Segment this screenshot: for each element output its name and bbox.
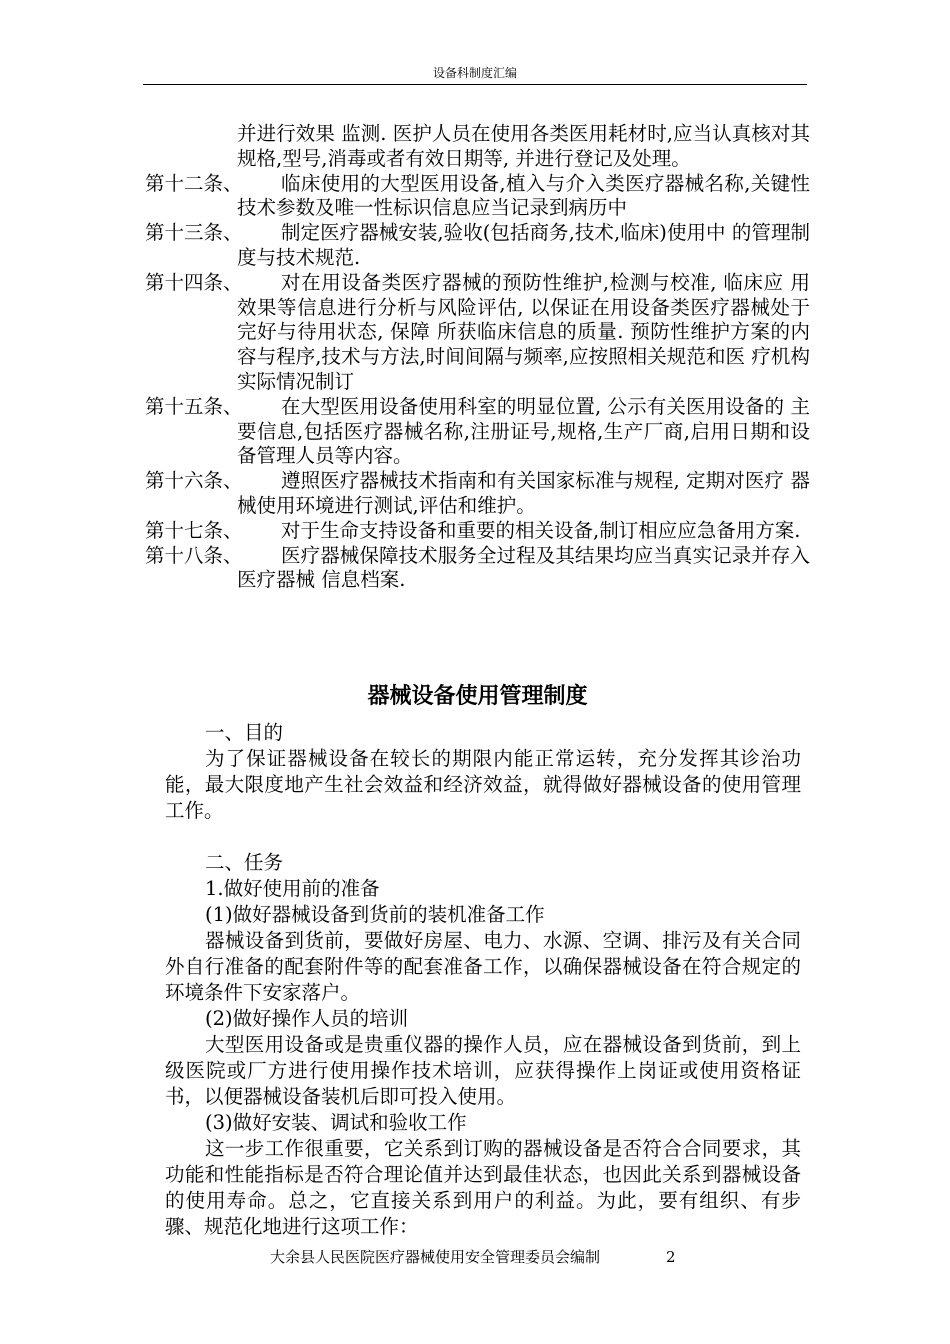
article-12 (145, 172, 810, 222)
spacer (165, 824, 801, 850)
purpose-heading: 一、目的 (205, 721, 284, 744)
sub-1-text: 器械设备到货前，要做好房屋、电力、水源、空调、排污及有关合同外自行准备的配套附件等的配套准备工作，以确保器械设备在符合规定的环境条件下安家落户。 (165, 929, 801, 1004)
article-text: 对在用设备类医疗器械的预防性维护,检测与校准, 临床应 用效果等信息进行分析与风险评估, 以保证在用设备类医疗器械处于完好与待用状态, 保障 所获临床信息的质量. 预防性维护方案的内容与程序,技术与方法,时间间隔与频率,应按照相关规范和医 疗机构实际情况制订 (237, 270, 810, 393)
header-divider (143, 84, 807, 85)
article-text: 遵照医疗器械技术指南和有关国家标准与规程, 定期对医疗 器械使用环境进行测试,评估和维护。 (237, 469, 810, 517)
article-list (145, 122, 810, 593)
sub-2-heading: (2)做好操作人员的培训 (205, 1007, 409, 1030)
sub-1-heading: (1)做好器械设备到货前的装机准备工作 (205, 903, 545, 926)
article-text: 制定医疗器械安装,验收(包括商务,技术,临床)使用中 的管理制度与技术规范. (237, 221, 810, 269)
article-text: 在大型医用设备使用科室的明显位置, 公示有关医用设备的 主要信息,包括医疗器械名称,注册证号,规格,生产厂商,启用日期和设备管理人员等内容。 (237, 394, 810, 468)
sub-3-text: 这一步工作很重要，它关系到订购的器械设备是否符合合同要求，其功能和性能指标是否符合理论值并达到最佳状态，也因此关系到器械设备的使用寿命。总之，它直接关系到用户的利益。为此，要有组织、有步骤、规范化地进行这项工作： (165, 1137, 801, 1238)
purpose-text: 为了保证器械设备在较长的期限内能正常运转，充分发挥其诊治功能，最大限度地产生社会效益和经济效益，就得做好器械设备的使用管理工作。 (165, 747, 801, 822)
section-body (165, 720, 801, 1240)
sub-3-heading: (3)做好安装、调试和验收工作 (205, 1111, 467, 1134)
section-title: 器械设备使用管理制度 (367, 684, 588, 709)
article-13 (145, 221, 810, 271)
article-continuation (145, 122, 810, 172)
article-18 (145, 544, 810, 594)
sub-2-text: 大型医用设备或是贵重仪器的操作人员，应在器械设备到货前，到上级医院或厂方进行使用操作技术培训，应获得操作上岗证或使用资格证书，以便器械设备装机后即可投入使用。 (165, 1033, 801, 1108)
item-1-heading: 1.做好使用前的准备 (205, 877, 380, 900)
article-label: 第十三条、 (145, 221, 243, 245)
article-text: 并进行效果 监测. 医护人员在使用各类医用耗材时,应当认真核对其规格,型号,消毒或者有效日期等, 并进行登记及处理。 (237, 122, 810, 170)
article-15 (145, 395, 810, 469)
page-header: 设备科制度汇编 (432, 66, 517, 80)
article-label: 第十七条、 (145, 518, 243, 542)
article-label: 第十二条、 (145, 171, 243, 195)
article-label: 第十五条、 (145, 394, 243, 418)
article-label: 第十六条、 (145, 469, 243, 493)
article-label: 第十八条、 (145, 543, 243, 567)
article-text: 医疗器械保障技术服务全过程及其结果均应当真实记录并存入医疗器械 信息档案. (237, 543, 810, 592)
article-17 (145, 519, 810, 544)
article-label: 第十四条、 (145, 270, 243, 294)
article-text: 对于生命支持设备和重要的相关设备,制订相应应急备用方案. (281, 518, 801, 542)
article-text: 临床使用的大型医用设备,植入与介入类医疗器械名称,关键性技术参数及唯一性标识信息应当记录到病历中 (237, 171, 810, 220)
article-16 (145, 469, 810, 519)
task-heading: 二、任务 (205, 851, 284, 874)
article-14 (145, 271, 810, 395)
page-footer: 大余县人民医院医疗器械使用安全管理委员会编制 (270, 1248, 601, 1266)
page-number: 2 (666, 1248, 676, 1266)
